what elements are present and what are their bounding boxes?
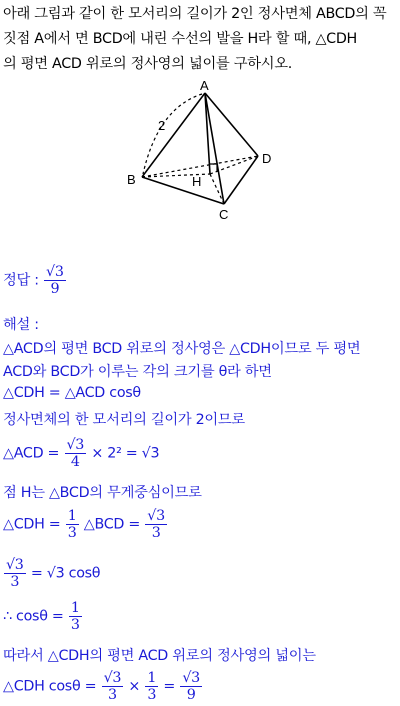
tetrahedron-figure (120, 78, 290, 228)
l11-denominator-2: 3 (147, 687, 157, 703)
l11-numerator-2: 1 (147, 670, 157, 686)
l7-fraction-2 (145, 508, 167, 541)
l11-numerator-3: √3 (182, 670, 200, 686)
solution-line-2: ACD와 BCD가 이루는 각의 크기를 θ라 하면 (3, 364, 272, 380)
l9-left: ∴ cosθ = (3, 608, 64, 625)
solution-line-3: △CDH = △ACD cosθ (3, 385, 141, 401)
l7-mid: △BCD = (83, 516, 141, 533)
solution-line-11 (3, 670, 203, 703)
solution-line-9 (3, 600, 83, 633)
l5-right: × 2² = √3 (91, 445, 160, 462)
solution-line-5 (3, 437, 159, 470)
problem-line-2: 짓점 A에서 면 BCD에 내린 수선의 발을 H라 할 때, △CDH (3, 31, 357, 47)
l11-equals: = (163, 678, 176, 695)
problem-line-3: 의 평면 ACD 위로의 정사영의 넓이를 구하시오. (3, 56, 293, 72)
l8-denominator: 3 (10, 574, 20, 590)
edge-bc (142, 177, 224, 204)
l11-fraction-3 (180, 670, 202, 703)
edge-ab (142, 93, 205, 177)
right-angle-mark (210, 164, 217, 172)
edge-length-arc (143, 94, 202, 174)
l9-numerator: 1 (70, 600, 80, 616)
solution-line-7 (3, 508, 168, 541)
l11-times: × (128, 678, 141, 695)
edge-ad (205, 93, 258, 156)
l7-fraction-1 (66, 508, 79, 541)
l5-left: △ACD = (3, 445, 60, 462)
label-h: H (192, 174, 202, 189)
solution-line-8 (3, 557, 100, 590)
l11-denominator-3: 9 (186, 687, 196, 703)
label-edge-length: 2 (158, 118, 166, 133)
l5-numerator: √3 (66, 437, 85, 453)
answer-label: 정답 : (3, 272, 39, 289)
label-b: B (127, 172, 136, 187)
l11-fraction-2 (145, 670, 158, 703)
l11-denominator-1: 3 (107, 687, 117, 703)
solution-heading: 해설 : (3, 317, 39, 333)
label-a: A (200, 78, 209, 93)
solution-line-4: 정사면체의 한 모서리의 길이가 2이므로 (3, 412, 245, 428)
problem-text (3, 2, 397, 77)
l5-fraction (65, 437, 87, 470)
answer-numerator: √3 (46, 264, 64, 280)
answer-denominator: 9 (50, 281, 60, 297)
label-c: C (219, 207, 229, 222)
answer-line (3, 264, 67, 297)
l5-denominator: 4 (70, 454, 80, 470)
l11-left: △CDH cosθ = (3, 678, 97, 695)
l8-fraction (4, 557, 26, 590)
answer-fraction (44, 264, 66, 297)
l11-fraction-1 (102, 670, 124, 703)
l9-fraction (69, 600, 82, 633)
l11-numerator-1: √3 (103, 670, 122, 686)
edge-cd (224, 156, 258, 204)
l8-numerator: √3 (6, 557, 24, 573)
l7-denominator-2: 3 (151, 525, 161, 541)
l7-numerator-2: √3 (147, 508, 165, 524)
solution-line-10: 따라서 △CDH의 평면 ACD 위로의 정사영의 넓이는 (3, 648, 316, 664)
solution-line-1: △ACD의 평면 BCD 위로의 정사영은 △CDH이므로 두 평면 (3, 341, 361, 357)
l9-denominator: 3 (70, 617, 80, 633)
problem-line-1: 아래 그림과 같이 한 모서리의 길이가 2인 정사면체 ABCD의 꼭 (3, 6, 387, 22)
l7-denominator-1: 3 (67, 525, 77, 541)
l7-left: △CDH = (3, 516, 61, 533)
l8-right: = √3 cosθ (30, 565, 101, 582)
l7-numerator-1: 1 (67, 508, 77, 524)
solution-line-6: 점 H는 △BCD의 무게중심이므로 (3, 485, 202, 501)
label-d: D (262, 151, 272, 166)
